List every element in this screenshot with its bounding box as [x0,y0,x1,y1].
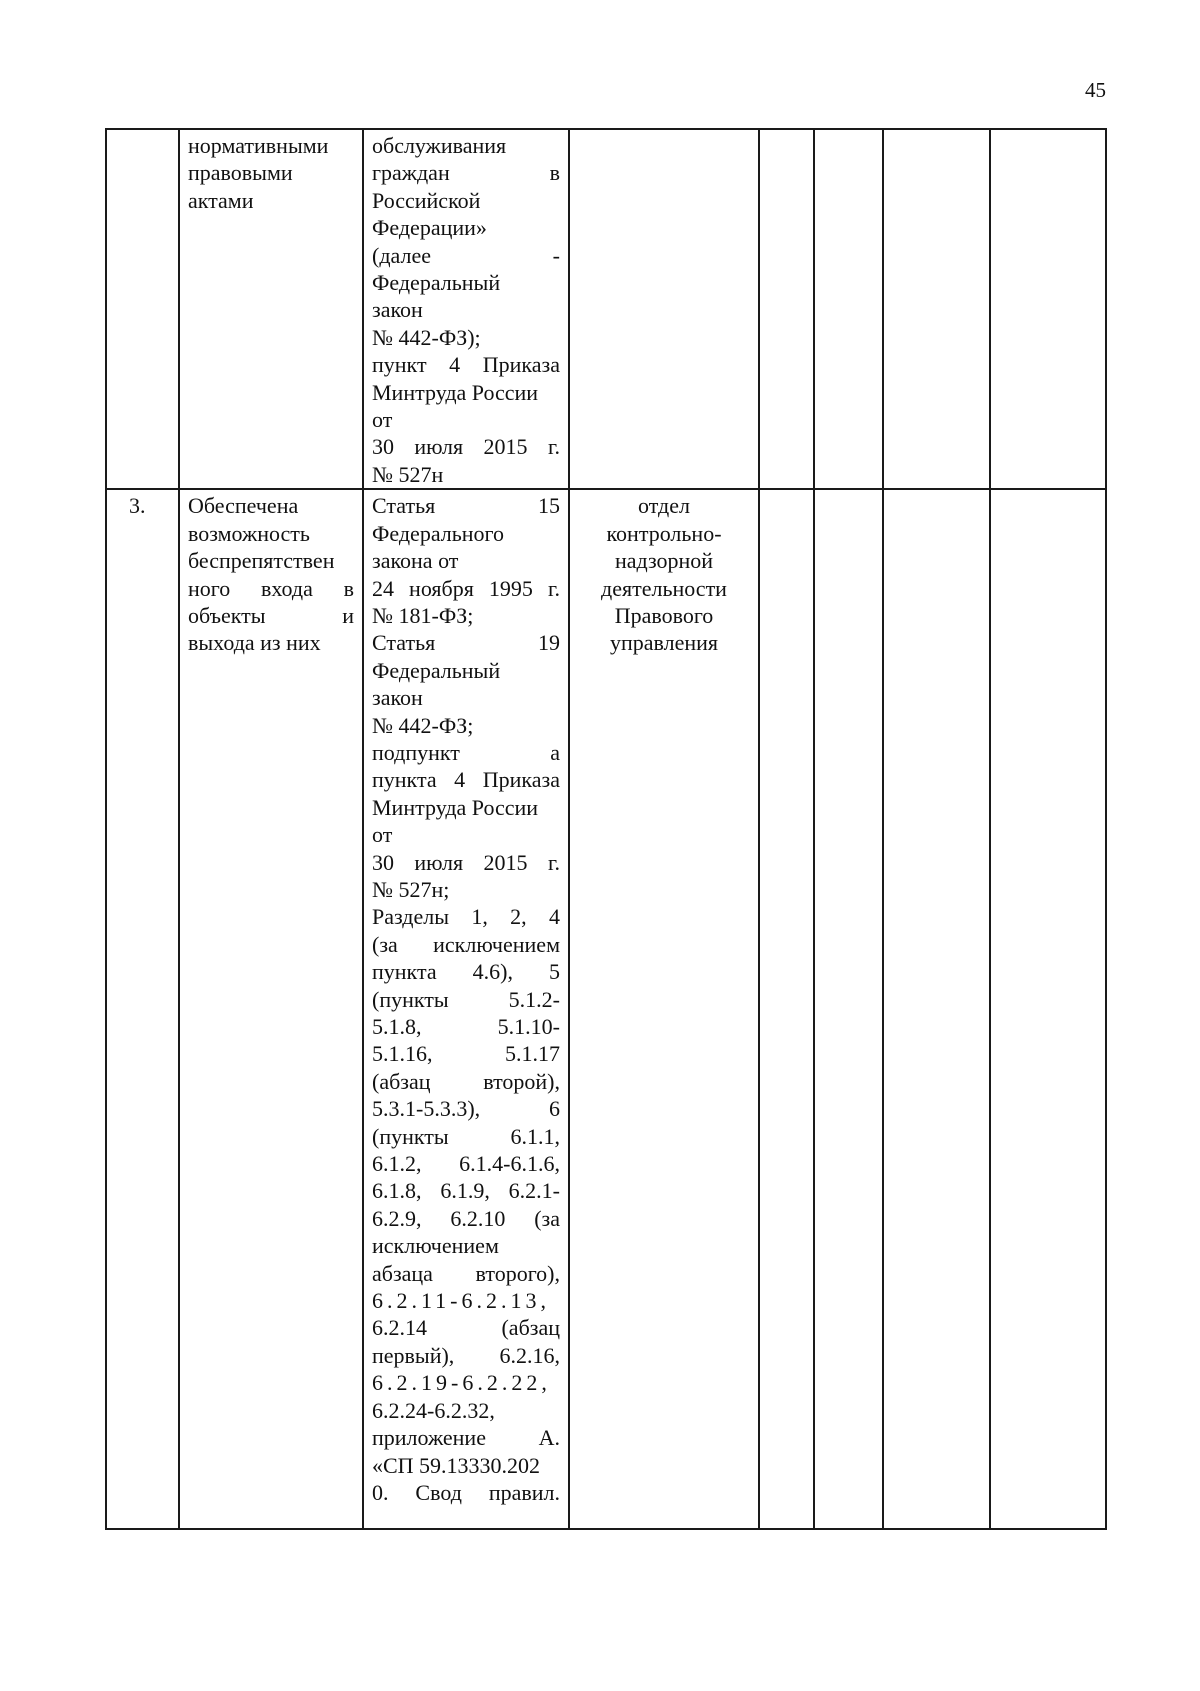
empty-cell [759,489,814,1529]
legal-basis-line: (пункты 6.1.1, [372,1123,560,1149]
requirement-line: возможность [188,520,310,546]
legal-basis-line: «СП 59.13330.202 [372,1452,541,1478]
legal-basis-line: подпункт а [372,739,560,765]
legal-basis-line: № 527н; [372,876,450,902]
legal-basis-line: закон [372,685,423,711]
legal-basis-line: исключением [372,1233,499,1259]
legal-basis-line: закон [372,297,423,323]
legal-basis-line: (пункты 5.1.2- [372,986,560,1012]
legal-basis-line: 6.2.14 (абзац [372,1315,560,1341]
legal-basis-line: граждан в [372,160,560,186]
legal-basis-line: закона от [372,548,459,574]
legal-basis-line: пункта 4 Приказа [372,767,560,793]
empty-cell [814,489,883,1529]
legal-basis-line: Минтруда России [372,794,539,820]
department-line: контрольно- [606,520,722,546]
legal-basis-line: (далее - [372,242,560,268]
legal-basis-line: Федерации» [372,215,487,241]
legal-basis-line: 6.2.9, 6.2.10 (за [372,1205,560,1231]
legal-basis-line: № 442-ФЗ; [372,712,474,738]
legal-basis-line: Минтруда России [372,379,539,405]
legal-basis-line: № 527н [372,461,444,487]
department-cell [569,489,759,1529]
department-line: отдел [638,493,690,519]
legal-basis-line: от [372,822,393,848]
legal-basis-line: пункт 4 Приказа [372,352,560,378]
legal-basis-line: 0. Свод правил. [372,1479,560,1505]
requirement-line: Обеспечена [188,493,299,519]
requirement-line: беспрепятствен [188,548,335,574]
legal-basis-line: 6.2.24-6.2.32, [372,1397,495,1423]
table-row [106,129,1106,489]
legal-basis-line: № 181-ФЗ; [372,602,474,628]
department-line: Правового [614,602,714,628]
requirement-line: нормативными [188,133,329,158]
department-line: надзорной [614,548,714,574]
legal-basis-cell [363,129,569,489]
requirement-cell [179,489,363,1529]
requirement-line: выхода из них [188,630,321,656]
legal-basis-line: 5.1.8, 5.1.10- [372,1014,560,1039]
legal-basis-line: (абзац второй), [372,1068,560,1094]
legal-basis-line: Разделы 1, 2, 4 [372,904,560,930]
requirement-cell [179,129,363,489]
legal-basis-line: 6.1.2, 6.1.4-6.1.6, [372,1151,560,1177]
legal-basis-line: 6.1.8, 6.1.9, 6.2.1- [372,1178,560,1204]
empty-cell [883,489,990,1529]
row-number-cell: 3. [106,489,179,1529]
table-row [106,489,1106,1529]
requirement-line: ного входа в [188,575,354,601]
legal-basis-line: Статья 15 [372,493,560,519]
legal-basis-line: 6.2.11-6.2.13, [372,1288,551,1314]
legal-basis-line: 30 июля 2015 г. [372,849,560,875]
page-number: 45 [1085,78,1106,102]
department-line: управления [609,630,719,656]
legal-basis-line: Федеральный [372,657,501,683]
empty-cell [990,129,1106,489]
legal-basis-line: абзаца второго), [372,1260,560,1286]
legal-basis-line: приложение А. [372,1425,560,1451]
department-cell [569,129,759,489]
legal-basis-line: первый), 6.2.16, [372,1342,560,1368]
legal-basis-line: Федеральный [372,270,501,296]
legal-basis-line: № 442-ФЗ); [372,324,481,350]
empty-cell [990,489,1106,1529]
legal-basis-line: Российской [372,187,481,213]
legal-basis-cell [363,489,569,1529]
legal-basis-line: 5.3.1-5.3.3), 6 [372,1096,560,1122]
empty-cell [759,129,814,489]
legal-basis-line: Статья 19 [372,630,560,656]
legal-basis-line: обслуживания [372,133,507,158]
legal-basis-line: пункта 4.6), 5 [372,959,560,985]
empty-cell [883,129,990,489]
requirements-table [105,128,1107,1530]
department-line: деятельности [601,575,727,601]
legal-basis-line: Федерального [372,520,505,546]
legal-basis-line: 5.1.16, 5.1.17 [372,1041,560,1067]
requirement-line: актами [188,187,254,213]
legal-basis-line: 30 июля 2015 г. [372,434,560,460]
row-number-cell [106,129,179,489]
legal-basis-line: от [372,407,393,433]
legal-basis-line: 6.2.19-6.2.22, [372,1370,551,1396]
requirement-line: правовыми [188,160,293,186]
requirement-line: объекты и [188,602,354,628]
empty-cell [814,129,883,489]
legal-basis-line: (за исключением [372,931,560,957]
legal-basis-line: 24 ноября 1995 г. [372,575,560,601]
